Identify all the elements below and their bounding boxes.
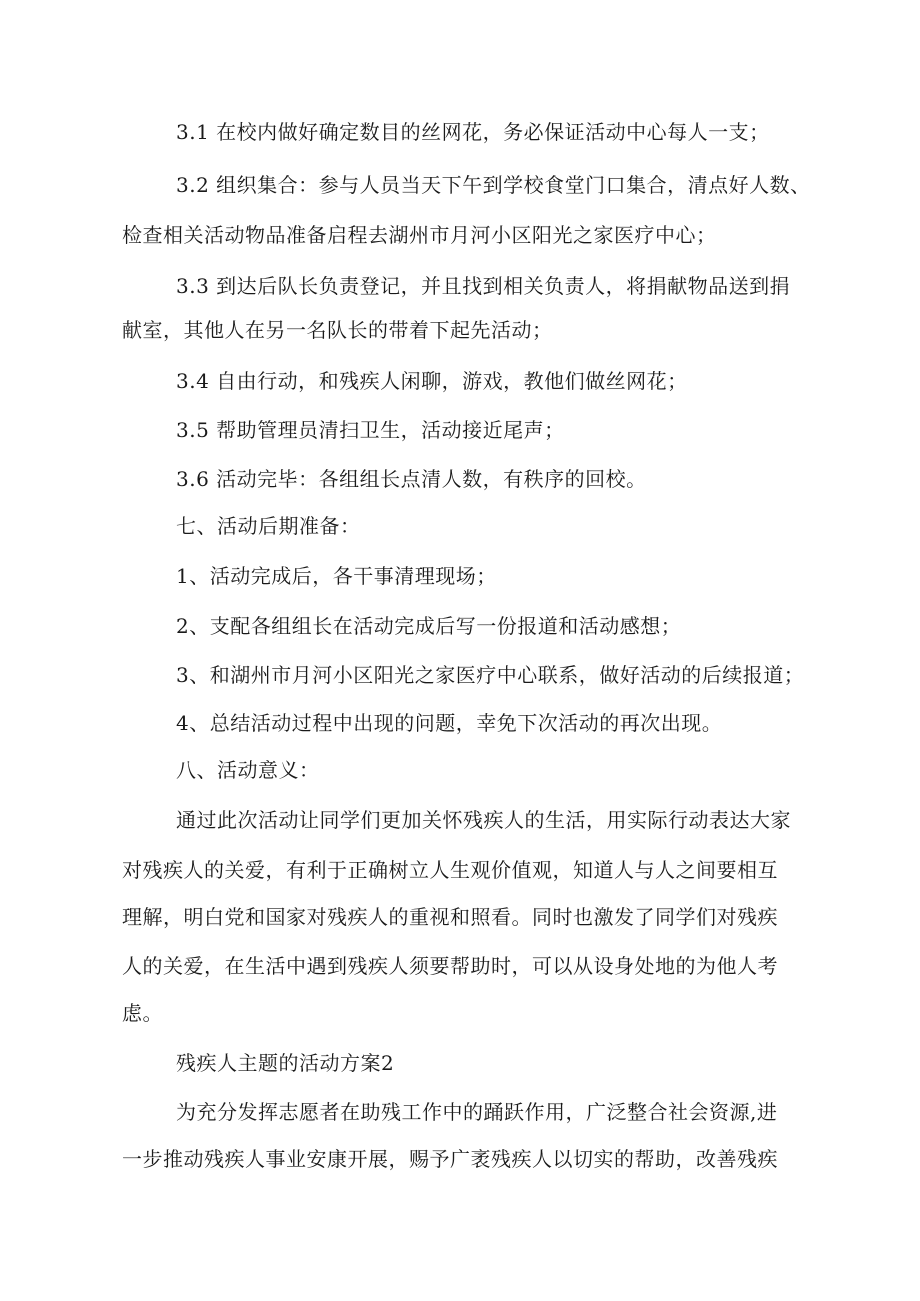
paragraph-3-2: 3.2 组织集合：参与人员当天下午到学校食堂门口集合，清点好人数、 (176, 173, 811, 197)
section-heading-7: 七、活动后期准备： (176, 514, 361, 538)
paragraph-3-3-cont: 献室，其他人在另一名队长的带着下起先活动； (122, 318, 553, 342)
list-item-4: 4、总结活动过程中出现的问题，幸免下次活动的再次出现。 (176, 711, 723, 735)
paragraph-significance-1: 通过此次活动让同学们更加关怀残疾人的生活，用实际行动表达大家 (176, 808, 791, 832)
list-item-3: 3、和湖州市月河小区阳光之家医疗中心联系，做好活动的后续报道； (176, 663, 805, 687)
plan-2-title: 残疾人主题的活动方案2 (176, 1051, 395, 1075)
paragraph-significance-2: 对残疾人的关爱，有利于正确树立人生观价值观，知道人与人之间要相互 (122, 858, 778, 882)
section-heading-8: 八、活动意义： (176, 758, 320, 782)
paragraph-3-2-cont: 检查相关活动物品准备启程去湖州市月河小区阳光之家医疗中心； (122, 223, 717, 247)
paragraph-plan-2-2: 一步推动残疾人事业安康开展，赐予广袤残疾人以切实的帮助，改善残疾 (122, 1147, 778, 1171)
paragraph-significance-3: 理解，明白党和国家对残疾人的重视和照看。同时也激发了同学们对残疾 (122, 905, 778, 929)
paragraph-3-5: 3.5 帮助管理员清扫卫生，活动接近尾声； (176, 418, 565, 442)
paragraph-3-1: 3.1 在校内做好确定数目的丝网花，务必保证活动中心每人一支； (176, 120, 770, 144)
paragraph-significance-4: 人的关爱，在生活中遇到残疾人须要帮助时，可以从设身处地的为他人考 (122, 954, 778, 978)
paragraph-3-3: 3.3 到达后队长负责登记，并且找到相关负责人，将捐献物品送到捐 (176, 274, 791, 298)
paragraph-plan-2-1: 为充分发挥志愿者在助残工作中的踊跃作用，广泛整合社会资源,进 (176, 1100, 778, 1124)
paragraph-3-6: 3.6 活动完毕：各组组长点清人数，有秩序的回校。 (176, 467, 647, 491)
paragraph-significance-5: 虑。 (122, 1001, 163, 1025)
paragraph-3-4: 3.4 自由行动，和残疾人闲聊，游戏，教他们做丝网花； (176, 369, 688, 393)
list-item-1: 1、活动完成后，各干事清理现场； (176, 564, 497, 588)
list-item-2: 2、支配各组组长在活动完成后写一份报道和活动感想； (176, 614, 682, 638)
